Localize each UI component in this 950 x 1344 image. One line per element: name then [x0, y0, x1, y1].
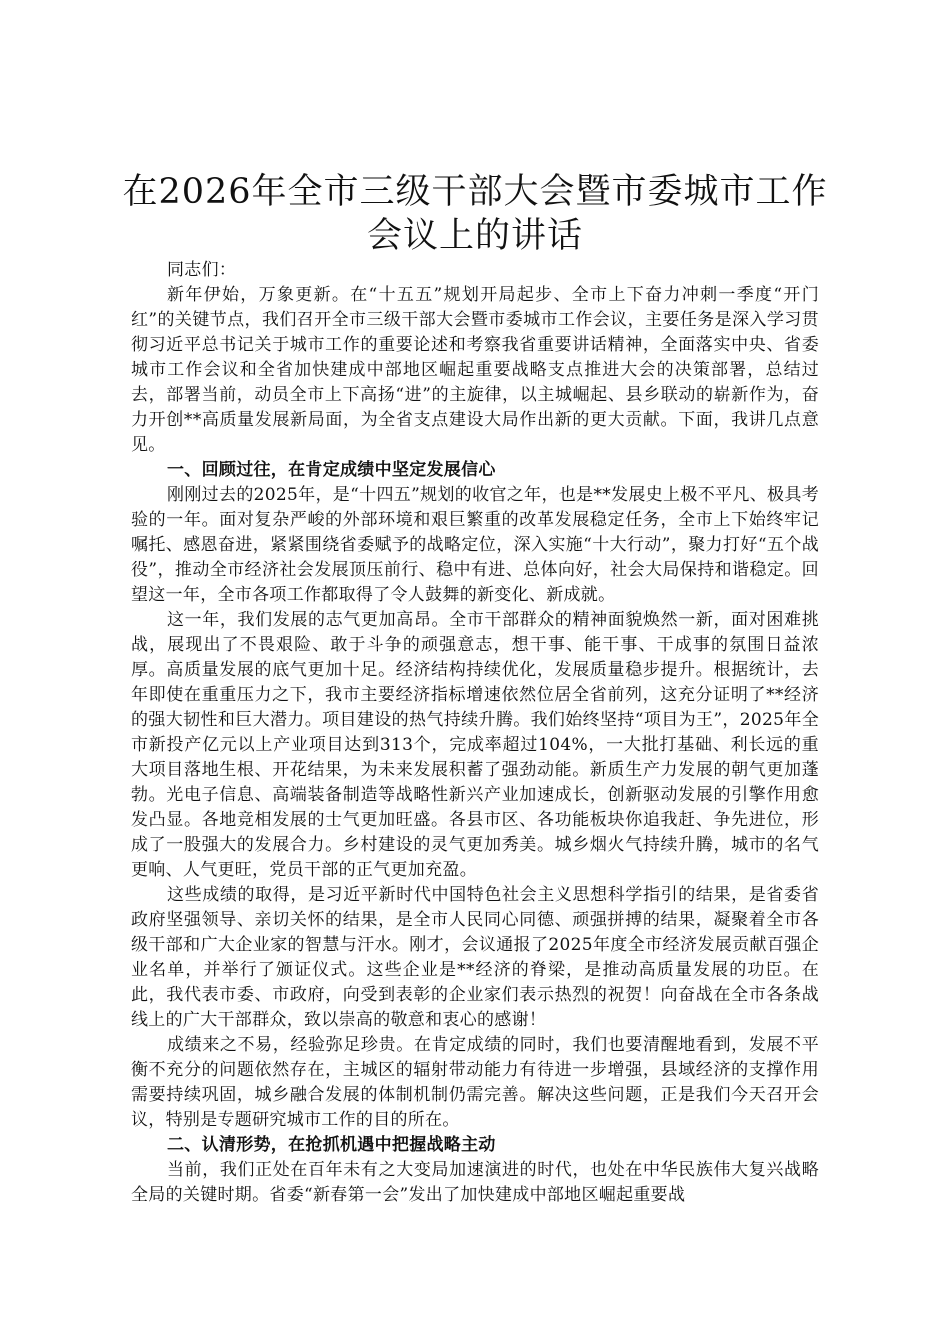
section-1-paragraph-3: 这些成绩的取得，是习近平新时代中国特色社会主义思想科学指引的结果，是省委省政府坚强领导、亲切关怀的结果，是全市人民同心同德、顽强拼搏的结果，凝聚着全市各级干部和广大企业家的智慧与汗水。刚才，会议通报了2025年度全市经济发展贡献百强企业名单，并举行了颁证仪式。这些企业是**经济的脊梁，是推动高质量发展的功臣。在此，我代表市委、市政府，向受到表彰的企业家们表示热烈的祝贺！向奋战在全市各条战线上的广大干部群众，致以崇高的敬意和衷心的感谢！: [131, 885, 819, 1030]
section-1-heading: 一、回顾过往，在肯定成绩中坚定发展信心: [167, 460, 496, 480]
section-1-paragraph-1: 刚刚过去的2025年，是“十四五”规划的收官之年，也是**发展史上极不平凡、极具考验的一年。面对复杂严峻的外部环境和艰巨繁重的改革发展稳定任务，全市上下始终牢记嘱托、感恩奋进，紧紧围绕省委赋予的战略定位，深入实施“十大行动”，聚力打好“五个战役”，推动全市经济社会发展顶压前行、稳中有进、总体向好，社会大局保持和谐稳定。回望这一年，全市各项工作都取得了令人鼓舞的新变化、新成就。: [131, 485, 819, 605]
title-line-2: 会议上的讲话: [366, 216, 583, 256]
greeting: 同志们：: [167, 260, 237, 280]
section-1-paragraph-2: 这一年，我们发展的志气更加高昂。全市干部群众的精神面貌焕然一新，面对困难挑战，展现出了不畏艰险、敢于斗争的顽强意志，想干事、能干事、干成事的氛围日益浓厚。高质量发展的底气更加十足。经济结构持续优化，发展质量稳步提升。根据统计，去年即使在重重压力之下，我市主要经济指标增速依然位居全省前列，这充分证明了**经济的强大韧性和巨大潜力。项目建设的热气持续升腾。我们始终坚持“项目为王”，2025年全市新投产亿元以上产业项目达到313个，完成率超过104%，一大批打基础、利长远的重大项目落地生根、开花结果，为未来发展积蓄了强劲动能。新质生产力发展的朝气更加蓬勃。光电子信息、高端装备制造等战略性新兴产业加速成长，创新驱动发展的引擎作用愈发凸显。各地竞相发展的士气更加旺盛。各县市区、各功能板块你追我赶、争先进位，形成了一股强大的发展合力。乡村建设的灵气更加秀美。城乡烟火气持续升腾，城市的名气更响、人气更旺，党员干部的正气更加充盈。: [131, 610, 819, 880]
section-2-heading: 二、认清形势，在抢抓机遇中把握战略主动: [167, 1135, 496, 1155]
document-body: [131, 258, 819, 1208]
title-line-1: 在2026年全市三级干部大会暨市委城市工作: [122, 172, 828, 212]
intro-paragraph: 新年伊始，万象更新。在“十五五”规划开局起步、全市上下奋力冲刺一季度“开门红”的关键节点，我们召开全市三级干部大会暨市委城市工作会议，主要任务是深入学习贯彻习近平总书记关于城市工作的重要论述和考察我省重要讲话精神，全面落实中央、省委城市工作会议和全省加快建成中部地区崛起重要战略支点推进大会的决策部署，总结过去，部署当前，动员全市上下高扬“进”的主旋律，以主城崛起、县乡联动的崭新作为，奋力开创**高质量发展新局面，为全省支点建设大局作出新的更大贡献。下面，我讲几点意见。: [131, 285, 819, 455]
section-2-paragraph-1: 当前，我们正处在百年未有之大变局加速演进的时代，也处在中华民族伟大复兴战略全局的关键时期。省委“新春第一会”发出了加快建成中部地区崛起重要战: [131, 1160, 819, 1205]
section-1-paragraph-4: 成绩来之不易，经验弥足珍贵。在肯定成绩的同时，我们也要清醒地看到，发展不平衡不充分的问题依然存在，主城区的辐射带动能力有待进一步增强，县域经济的支撑作用需要持续巩固，城乡融合发展的体制机制仍需完善。解决这些问题，正是我们今天召开会议，特别是专题研究城市工作的目的所在。: [131, 1035, 819, 1130]
document-title: [120, 170, 830, 258]
